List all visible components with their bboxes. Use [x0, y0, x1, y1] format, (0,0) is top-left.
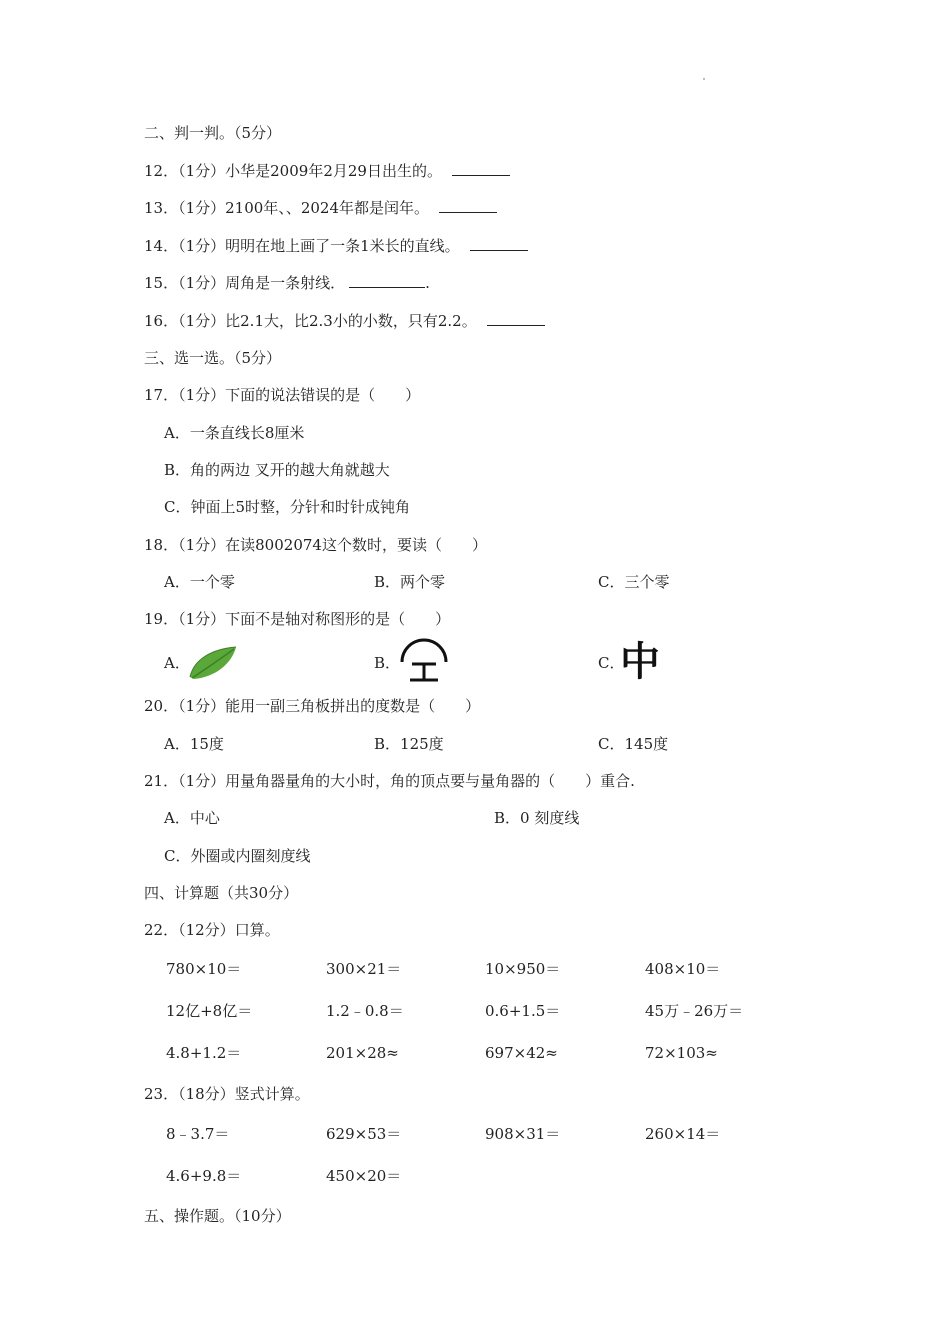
option-18-a[interactable]: A．一个零: [164, 573, 235, 591]
section-choose-title: 三、选一选。（5分）: [144, 349, 282, 367]
option-18-b[interactable]: B．两个零: [374, 573, 446, 591]
arch-symbol-icon: [398, 638, 450, 684]
question-text: 比2.1大，比2.3小的小数，只有2.2。: [225, 312, 477, 330]
answer-blank[interactable]: [452, 161, 510, 176]
vertical-calc-item: 450×20＝: [326, 1167, 402, 1185]
oral-calc-item: 1.2﹣0.8＝: [326, 1002, 404, 1020]
question-12: [144, 161, 510, 181]
question-text: 在读8002074这个数时，要读（ ）: [225, 536, 487, 554]
option-19-a[interactable]: A．: [164, 654, 190, 672]
oral-calc-item: 408×10＝: [645, 960, 721, 978]
oral-calc-item: 45万﹣26万＝: [645, 1002, 744, 1020]
vertical-calc-item: 8﹣3.7＝: [166, 1125, 230, 1143]
option-18-c[interactable]: C．三个零: [598, 573, 670, 591]
question-15: [144, 273, 430, 293]
question-score: （1分）: [178, 772, 226, 790]
question-text: 能用一副三角板拼出的度数是（ ）: [225, 697, 481, 715]
question-number: 13．: [144, 199, 179, 217]
zhong-character-figure: 中: [620, 639, 660, 685]
question-number: 21．: [144, 772, 179, 790]
leaf-icon: [188, 645, 238, 681]
oral-calc-item: 300×21＝: [326, 960, 402, 978]
question-score: （12分）: [178, 921, 235, 939]
option-17-c[interactable]: C．钟面上5时整，分针和时针成钝角: [164, 498, 411, 516]
question-13: [144, 198, 497, 218]
oral-calc-row: [0, 1001, 950, 1031]
answer-blank[interactable]: [487, 311, 545, 326]
option-20-c[interactable]: C．145度: [598, 735, 669, 753]
vertical-calc-row: [0, 1124, 950, 1154]
question-23: [144, 1084, 310, 1104]
question-number: 15．: [144, 274, 179, 292]
question-text: 明明在地上画了一条1米长的直线。: [225, 237, 460, 255]
oral-calc-row: [0, 959, 950, 989]
question-22: [144, 920, 280, 940]
oral-calc-item: 12亿+8亿＝: [166, 1002, 253, 1020]
question-number: 22．: [144, 921, 179, 939]
option-17-a[interactable]: A．一条直线长8厘米: [164, 424, 305, 442]
answer-blank[interactable]: [349, 273, 425, 288]
option-19-c[interactable]: C．: [598, 654, 625, 672]
question-text: 小华是2009年2月29日出生的。: [225, 162, 442, 180]
oral-calc-item: 4.8+1.2＝: [166, 1044, 242, 1062]
question-tail: .: [425, 274, 430, 292]
vertical-calc-item: 908×31＝: [485, 1125, 561, 1143]
question-16: [144, 311, 545, 331]
question-text: 2100年、、2024年都是闰年。: [225, 199, 429, 217]
question-number: 12．: [144, 162, 179, 180]
question-text: 下面的说法错误的是（ ）: [225, 386, 421, 404]
question-text: 用量角器量角的大小时，角的顶点要与量角器的（ ）重合.: [225, 772, 635, 790]
question-score: （1分）: [178, 274, 226, 292]
question-number: 17．: [144, 386, 179, 404]
oral-calc-item: 0.6+1.5＝: [485, 1002, 561, 1020]
question-score: （1分）: [178, 536, 226, 554]
option-21-b[interactable]: B．0 刻度线: [494, 809, 580, 827]
answer-blank[interactable]: [470, 236, 528, 251]
question-score: （1分）: [178, 386, 226, 404]
vertical-calc-item: 260×14＝: [645, 1125, 721, 1143]
question-score: （1分）: [178, 312, 226, 330]
question-score: （1分）: [178, 610, 226, 628]
question-18: [144, 535, 487, 555]
question-number: 20．: [144, 697, 179, 715]
question-score: （1分）: [178, 199, 226, 217]
vertical-calc-row: [0, 1166, 950, 1196]
option-19-b[interactable]: B．: [374, 654, 401, 672]
option-20-b[interactable]: B．125度: [374, 735, 444, 753]
question-score: （1分）: [178, 697, 226, 715]
section-operate-title: 五、操作题。（10分）: [144, 1207, 291, 1225]
option-17-b[interactable]: B．角的两边 叉开的越大角就越大: [164, 461, 390, 479]
question-number: 23．: [144, 1085, 179, 1103]
oral-calc-item: 780×10＝: [166, 960, 242, 978]
question-score: （1分）: [178, 162, 226, 180]
option-20-a[interactable]: A．15度: [164, 735, 224, 753]
section-calc-title: 四、计算题（共30分）: [144, 884, 299, 902]
question-text: 口算。: [234, 921, 280, 939]
question-text: 周角是一条射线．: [225, 274, 346, 292]
oral-calc-item: 201×28≈: [326, 1044, 399, 1062]
vertical-calc-item: 4.6+9.8＝: [166, 1167, 242, 1185]
question-number: 16．: [144, 312, 179, 330]
question-number: 18．: [144, 536, 179, 554]
section-judge-title: 二、判一判。（5分）: [144, 124, 282, 142]
stray-mark: [703, 78, 705, 80]
question-14: [144, 236, 528, 256]
vertical-calc-item: 629×53＝: [326, 1125, 402, 1143]
question-21: [144, 771, 635, 791]
oral-calc-row: [0, 1043, 950, 1073]
question-number: 19．: [144, 610, 179, 628]
question-20: [144, 696, 480, 716]
option-21-c[interactable]: C．外圈或内圈刻度线: [164, 847, 311, 865]
question-text: 竖式计算。: [234, 1085, 310, 1103]
question-score: （18分）: [178, 1085, 235, 1103]
answer-blank[interactable]: [439, 198, 497, 213]
oral-calc-item: 10×950＝: [485, 960, 561, 978]
option-21-a[interactable]: A．中心: [164, 809, 220, 827]
question-17: [144, 385, 420, 405]
question-text: 下面不是轴对称图形的是（ ）: [225, 610, 451, 628]
oral-calc-item: 72×103≈: [645, 1044, 718, 1062]
question-19: [144, 609, 450, 629]
question-number: 14．: [144, 237, 179, 255]
oral-calc-item: 697×42≈: [485, 1044, 558, 1062]
question-score: （1分）: [178, 237, 226, 255]
